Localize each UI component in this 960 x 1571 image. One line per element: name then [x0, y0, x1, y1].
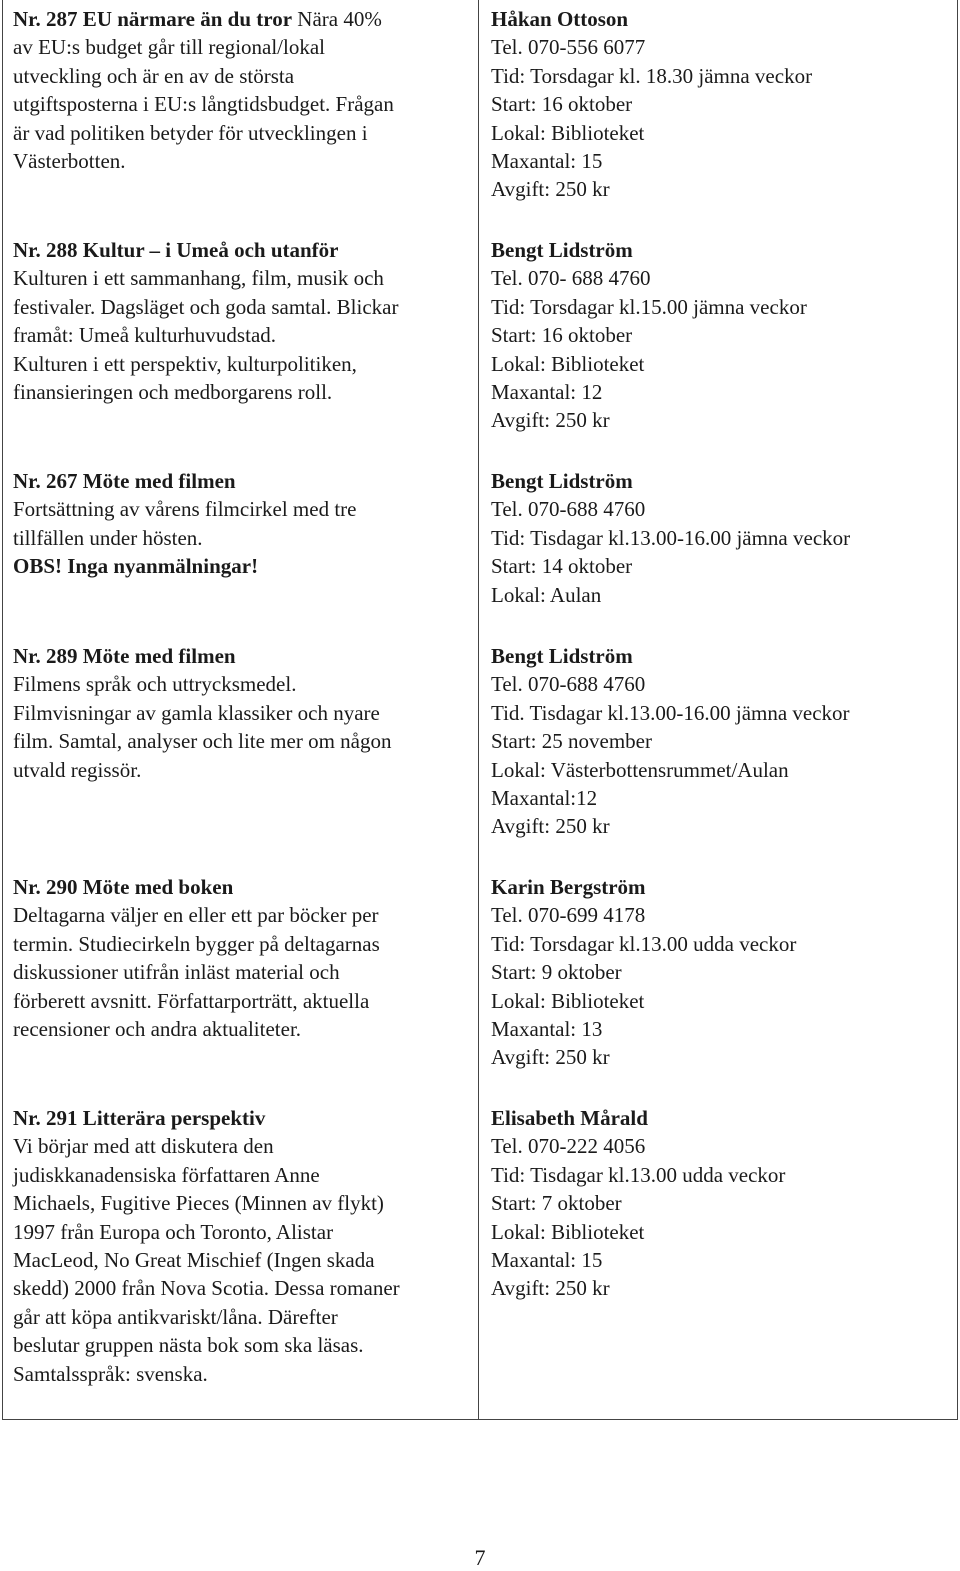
page-number: 7 [474, 1545, 486, 1570]
course-287-description [13, 5, 473, 175]
course-text: framåt: Umeå kulturhuvudstad. [13, 323, 277, 348]
course-267-description [13, 467, 473, 581]
leader-name: Bengt Lidström [491, 644, 633, 668]
course-title: Nr. 289 Möte med filmen [13, 644, 236, 668]
leader-name: Bengt Lidström [491, 469, 633, 493]
detail-line: Start: 9 oktober [491, 960, 622, 985]
column-divider [478, 0, 479, 1420]
course-291-details [491, 1104, 956, 1303]
detail-line: Avgift: 250 kr [491, 408, 610, 433]
course-title: Nr. 288 Kultur – i Umeå och utanför [13, 238, 339, 262]
detail-line: Tel. 070-688 4760 [491, 497, 646, 522]
detail-line: Lokal: Biblioteket [491, 351, 645, 376]
detail-line: Start: 25 november [491, 729, 652, 754]
course-text: utvald regissör. [13, 757, 142, 782]
course-289-description [13, 642, 473, 784]
course-text: judiskkanadensiska författaren Anne [13, 1162, 320, 1187]
course-text: Västerbotten. [13, 149, 126, 174]
detail-line: Tel. 070-688 4760 [491, 672, 646, 697]
course-text: tillfällen under hösten. [13, 525, 203, 550]
detail-line: Maxantal: 15 [491, 1248, 603, 1273]
detail-line: Tid: Tisdagar kl.13.00-16.00 jämna veckor [491, 525, 851, 550]
course-text: Michaels, Fugitive Pieces (Minnen av flykt) [13, 1191, 384, 1216]
detail-line: Tel. 070-699 4178 [491, 903, 646, 928]
course-291-description [13, 1104, 473, 1388]
course-text: Samtalsspråk: svenska. [13, 1361, 208, 1386]
detail-line: Maxantal: 13 [491, 1017, 603, 1042]
course-text: utveckling och är en av de största [13, 63, 295, 88]
course-text: Nära 40% [297, 7, 382, 31]
detail-line: Lokal: Västerbottensrummet/Aulan [491, 757, 789, 782]
course-text: Deltagarna väljer en eller ett par böcker per [13, 903, 379, 928]
course-text: Filmvisningar av gamla klassiker och nyare [13, 700, 380, 725]
course-text: MacLeod, No Great Mischief (Ingen skada [13, 1248, 375, 1273]
detail-line: Avgift: 250 kr [491, 1045, 610, 1070]
course-289-details [491, 642, 956, 841]
detail-line: Tid. Tisdagar kl.13.00-16.00 jämna veckor [491, 700, 850, 725]
detail-line: Lokal: Biblioteket [491, 120, 645, 145]
course-text: finansieringen och medborgarens roll. [13, 380, 333, 405]
detail-line: Start: 7 oktober [491, 1191, 622, 1216]
course-title: Nr. 267 Möte med filmen [13, 469, 236, 493]
detail-line: Start: 14 oktober [491, 554, 633, 579]
course-290-details [491, 873, 956, 1072]
detail-line: Avgift: 250 kr [491, 177, 610, 202]
detail-line: Start: 16 oktober [491, 323, 633, 348]
detail-line: Maxantal: 12 [491, 380, 603, 405]
course-text: förberett avsnitt. Författarporträtt, aktuella [13, 988, 370, 1013]
course-text: termin. Studiecirkeln bygger på deltagarnas [13, 931, 380, 956]
leader-name: Håkan Ottoson [491, 7, 629, 31]
course-text: går att köpa antikvariskt/låna. Därefter [13, 1304, 338, 1329]
detail-line: Maxantal: 15 [491, 149, 603, 174]
course-title: Nr. 290 Möte med boken [13, 875, 234, 899]
detail-line: Avgift: 250 kr [491, 1276, 610, 1301]
detail-line: Start: 16 oktober [491, 92, 633, 117]
detail-line: Lokal: Biblioteket [491, 1219, 645, 1244]
course-text: Filmens språk och uttrycksmedel. [13, 672, 297, 697]
detail-line: Tel. 070-222 4056 [491, 1134, 646, 1159]
leader-name: Bengt Lidström [491, 238, 633, 262]
course-text: recensioner och andra aktualiteter. [13, 1017, 302, 1042]
course-text: Kulturen i ett perspektiv, kulturpolitiken, [13, 351, 357, 376]
detail-line: Tid: Torsdagar kl.15.00 jämna veckor [491, 294, 807, 319]
course-288-description [13, 236, 473, 406]
course-text: diskussioner utifrån inläst material och [13, 960, 340, 985]
course-text: skedd) 2000 från Nova Scotia. Dessa romaner [13, 1276, 400, 1301]
leader-name: Karin Bergström [491, 875, 646, 899]
course-text: av EU:s budget går till regional/lokal [13, 35, 326, 60]
course-text: Kulturen i ett sammanhang, film, musik och [13, 266, 384, 291]
course-288-details [491, 236, 956, 435]
detail-line: Tel. 070-556 6077 [491, 35, 646, 60]
course-title: Nr. 291 Litterära perspektiv [13, 1106, 266, 1130]
course-267-details [491, 467, 956, 609]
detail-line: Lokal: Aulan [491, 582, 602, 607]
course-290-description [13, 873, 473, 1043]
detail-line: Maxantal:12 [491, 786, 598, 811]
course-text: beslutar gruppen nästa bok som ska läsas. [13, 1333, 364, 1358]
detail-line: Tid: Torsdagar kl. 18.30 jämna veckor [491, 63, 813, 88]
detail-line: Tel. 070- 688 4760 [491, 266, 651, 291]
course-text: festivaler. Dagsläget och goda samtal. Blickar [13, 294, 399, 319]
detail-line: Tid: Torsdagar kl.13.00 udda veckor [491, 931, 797, 956]
course-text: utgiftsposterna i EU:s långtidsbudget. Frågan [13, 92, 394, 117]
leader-name: Elisabeth Mårald [491, 1106, 648, 1130]
course-text: 1997 från Europa och Toronto, Alistar [13, 1219, 334, 1244]
course-text: Fortsättning av vårens filmcirkel med tre [13, 497, 357, 522]
course-note: OBS! Inga nyanmälningar! [13, 554, 259, 579]
course-text: är vad politiken betyder för utvecklingen i [13, 120, 368, 145]
detail-line: Lokal: Biblioteket [491, 988, 645, 1013]
detail-line: Tid: Tisdagar kl.13.00 udda veckor [491, 1162, 786, 1187]
course-text: film. Samtal, analyser och lite mer om någon [13, 729, 392, 754]
course-text: Vi börjar med att diskutera den [13, 1134, 274, 1159]
course-287-details [491, 5, 956, 204]
course-title: Nr. 287 EU närmare än du tror [13, 7, 293, 31]
detail-line: Avgift: 250 kr [491, 814, 610, 839]
